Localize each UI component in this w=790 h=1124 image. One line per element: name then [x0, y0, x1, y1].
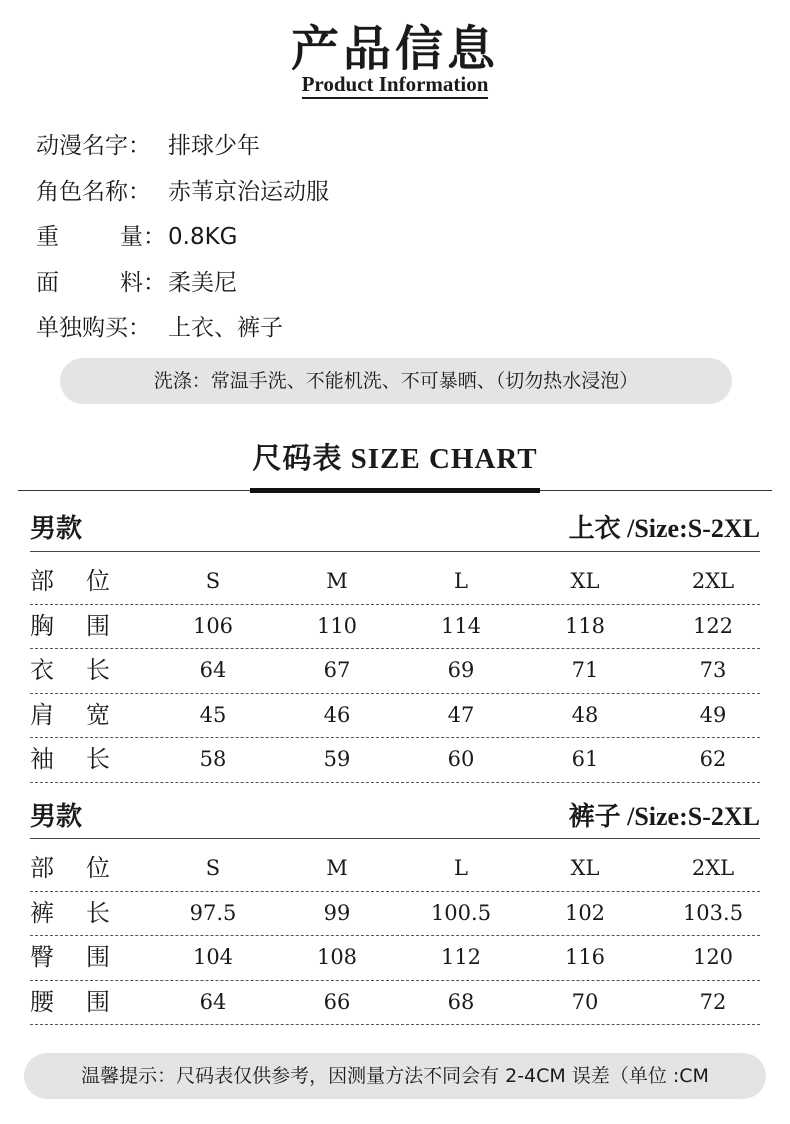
info-value: 上衣、裤子	[168, 315, 283, 341]
info-label: 面 料：	[36, 269, 166, 296]
table-header-row: 部 位 S M L XL 2XL	[30, 560, 760, 605]
section-gender: 男款	[30, 802, 83, 832]
table-row: 肩 宽 45 46 47 48 49	[30, 694, 760, 739]
table-row: 袖 长 58 59 60 61 62	[30, 738, 760, 783]
page-title: 产品信息	[290, 21, 499, 77]
info-value: 排球少年	[168, 133, 260, 159]
info-label: 单独购买：	[36, 315, 151, 341]
info-value: 柔美尼	[168, 269, 237, 296]
pants-size-table	[30, 847, 760, 1025]
page-subtitle: Product Information	[0, 72, 790, 97]
info-row-weight	[36, 217, 329, 263]
size-chart-title: 尺码表 SIZE CHART	[252, 443, 538, 475]
top-section-header	[30, 508, 760, 548]
info-row-separate-purchase	[36, 308, 329, 354]
info-label: 动漫名字：	[36, 133, 151, 159]
section-garment: 裤子 /Size:S-2XL	[568, 802, 760, 832]
top-size-table	[30, 560, 760, 783]
info-row-fabric	[36, 263, 329, 309]
divider	[30, 838, 760, 839]
info-label: 重 量：	[36, 224, 166, 250]
info-label: 角色名称：	[36, 178, 151, 205]
table-header-row: 部 位 S M L XL 2XL	[30, 847, 760, 892]
table-row: 裤 长 97.5 99 100.5 102 103.5	[30, 892, 760, 937]
section-garment: 上衣 /Size:S-2XL	[568, 514, 760, 544]
section-gender: 男款	[30, 514, 83, 544]
title-underline-bar	[250, 488, 540, 493]
table-row: 臀 围 104 108 112 116 120	[30, 936, 760, 981]
table-row: 衣 长 64 67 69 71 73	[30, 649, 760, 694]
wash-instructions: 洗涤：常温手洗、不能机洗、不可暴晒、（切勿热水浸泡）	[60, 358, 732, 404]
divider	[30, 551, 760, 552]
info-row-anime	[36, 126, 329, 172]
measurement-tip: 温馨提示：尺码表仅供参考，因测量方法不同会有 2-4CM 误差（单位 :CM	[24, 1053, 766, 1099]
table-row: 腰 围 64 66 68 70 72	[30, 981, 760, 1026]
pants-section-header	[30, 796, 760, 836]
info-value: 赤苇京治运动服	[168, 178, 329, 205]
info-value: 0.8KG	[168, 224, 238, 250]
info-row-character	[36, 172, 329, 218]
product-info-list	[36, 126, 329, 354]
table-row: 胸 围 106 110 114 118 122	[30, 605, 760, 650]
